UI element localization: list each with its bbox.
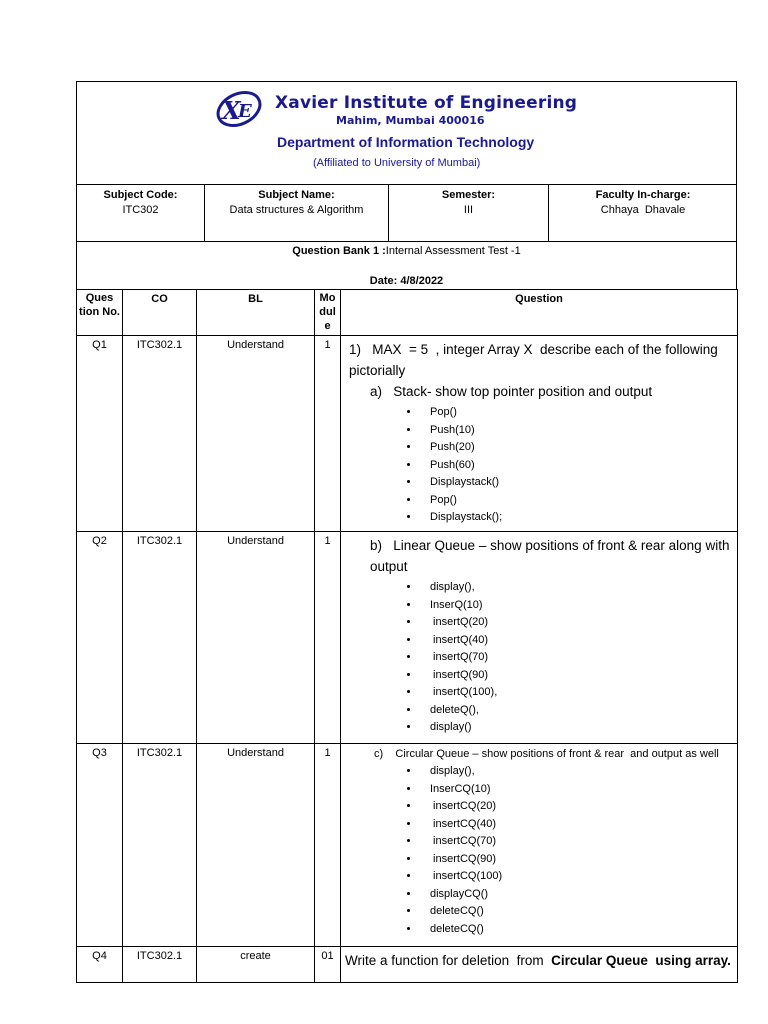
list-item: • Pop() bbox=[420, 492, 733, 510]
institute-address: Mahim, Mumbai 400016 bbox=[336, 114, 485, 127]
table-row bbox=[77, 336, 738, 532]
list-item: • Push(20) bbox=[420, 439, 733, 457]
questions-table bbox=[76, 289, 738, 983]
question-text bbox=[341, 532, 738, 744]
list-item: • Displaystack(); bbox=[420, 509, 733, 527]
list-item: • Pop() bbox=[420, 404, 733, 422]
question-sub: c) Circular Queue – show positions of front & rear and output as well bbox=[374, 748, 719, 760]
question-bank-title: Question Bank 1 :Internal Assessment Test -1 bbox=[292, 245, 521, 257]
col-co: CO bbox=[123, 290, 197, 336]
list-item: • deleteCQ() bbox=[420, 903, 733, 921]
course-outcome: ITC302.1 bbox=[123, 336, 197, 532]
table-row bbox=[77, 744, 738, 947]
subject-code: ITC302 bbox=[122, 204, 159, 216]
module-number: 01 bbox=[315, 947, 341, 983]
module-number: 1 bbox=[315, 744, 341, 947]
faculty-cell bbox=[549, 188, 737, 218]
operation-list bbox=[345, 579, 733, 737]
svg-text:X: X bbox=[222, 96, 241, 125]
question-lead: 1) MAX = 5 , integer Array X describe each of the following pictorially bbox=[349, 342, 722, 378]
list-item: • display(), bbox=[420, 763, 733, 781]
bloom-level: create bbox=[197, 947, 315, 983]
question-sub: a) Stack- show top pointer position and output bbox=[370, 384, 653, 399]
table-row bbox=[77, 947, 738, 983]
semester: III bbox=[463, 204, 474, 216]
semester-label: Semester: bbox=[441, 189, 496, 201]
list-item: • insertQ(20) bbox=[420, 614, 733, 632]
subject-name-label: Subject Name: bbox=[258, 189, 335, 201]
list-item: • insertCQ(70) bbox=[420, 833, 733, 851]
col-question-no: Ques tion No. bbox=[77, 290, 123, 336]
question-number: Q2 bbox=[77, 532, 123, 744]
col-bl: BL bbox=[197, 290, 315, 336]
col-module: Mo dul e bbox=[315, 290, 341, 336]
question-text bbox=[341, 947, 738, 983]
list-item: • insertCQ(20) bbox=[420, 798, 733, 816]
bloom-level: Understand bbox=[197, 336, 315, 532]
list-item: • insertQ(40) bbox=[420, 632, 733, 650]
list-item: • InserQ(10) bbox=[420, 597, 733, 615]
list-item: • displayCQ() bbox=[420, 886, 733, 904]
table-row bbox=[77, 532, 738, 744]
module-number: 1 bbox=[315, 336, 341, 532]
question-q4: Write a function for deletion from Circular Queue using array. bbox=[345, 953, 731, 968]
list-item: • insertCQ(100) bbox=[420, 868, 733, 886]
faculty-label: Faculty In-charge: bbox=[595, 189, 691, 201]
svg-text:E: E bbox=[238, 101, 252, 122]
list-item: • Push(60) bbox=[420, 457, 733, 475]
list-item: • deleteCQ() bbox=[420, 921, 733, 939]
subject-name-cell bbox=[205, 188, 388, 218]
list-item: • insertQ(70) bbox=[420, 649, 733, 667]
list-item: • deleteQ(), bbox=[420, 702, 733, 720]
bloom-level: Understand bbox=[197, 532, 315, 744]
question-sub: b) Linear Queue – show positions of front & rear along with output bbox=[370, 538, 734, 574]
institute-name: Xavier Institute of Engineering bbox=[275, 93, 578, 113]
bloom-level: Understand bbox=[197, 744, 315, 947]
question-text bbox=[341, 744, 738, 947]
list-item: • insertCQ(40) bbox=[420, 816, 733, 834]
department-name: Department of Information Technology bbox=[277, 134, 535, 150]
affiliation: (Affiliated to University of Mumbai) bbox=[313, 157, 481, 169]
operation-list bbox=[345, 404, 733, 527]
test-date: Date: 4/8/2022 bbox=[369, 275, 444, 287]
list-item: • InserCQ(10) bbox=[420, 781, 733, 799]
institute-logo bbox=[214, 90, 264, 128]
list-item: • insertQ(100), bbox=[420, 684, 733, 702]
list-item: • Push(10) bbox=[420, 422, 733, 440]
faculty: Chhaya Dhavale bbox=[600, 204, 686, 216]
subject-code-cell bbox=[77, 188, 204, 218]
course-outcome: ITC302.1 bbox=[123, 744, 197, 947]
list-item: • insertCQ(90) bbox=[420, 851, 733, 869]
table-header-row bbox=[77, 290, 738, 336]
list-item: • insertQ(90) bbox=[420, 667, 733, 685]
question-number: Q4 bbox=[77, 947, 123, 983]
col-question: Question bbox=[341, 290, 738, 336]
course-outcome: ITC302.1 bbox=[123, 947, 197, 983]
list-item: • display() bbox=[420, 719, 733, 737]
operation-list bbox=[345, 763, 733, 938]
subject-code-label: Subject Code: bbox=[103, 189, 178, 201]
question-number: Q1 bbox=[77, 336, 123, 532]
question-number: Q3 bbox=[77, 744, 123, 947]
subject-name: Data structures & Algorithm bbox=[229, 204, 364, 216]
list-item: • display(), bbox=[420, 579, 733, 597]
list-item: • Displaystack() bbox=[420, 474, 733, 492]
semester-cell bbox=[389, 188, 548, 218]
question-text bbox=[341, 336, 738, 532]
course-outcome: ITC302.1 bbox=[123, 532, 197, 744]
module-number: 1 bbox=[315, 532, 341, 744]
